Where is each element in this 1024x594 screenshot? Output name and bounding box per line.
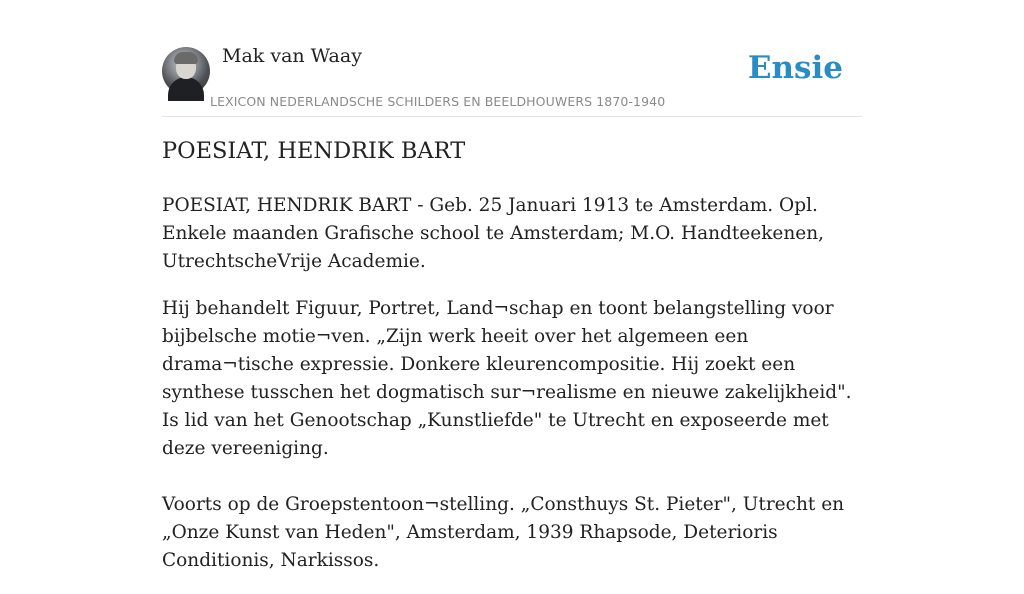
article-paragraph: Hij behandelt Figuur, Portret, Land¬schap en toont belangstelling voor bijbelsche motie¬ven. „Zijn werk heeit over het algemeen een drama¬tische expressie. Donkere kleurencompositie. Hij zoekt een synthese tusschen het dogmatisch sur¬realisme en nieuwe zakelijkheid". Is lid van het Genootschap „Kunstliefde" te Utrecht en exposeerde met deze vereeniging. [162,298,852,459]
author-name[interactable]: Mak van Waay [222,45,362,67]
avatar-portrait-body [168,77,204,101]
article-body [162,192,867,594]
ensie-logo[interactable]: Ensie [747,50,843,86]
page-title: POESIAT, HENDRIK BART [162,138,466,164]
article-paragraph: POESIAT, HENDRIK BART - Geb. 25 Januari 1913 te Amsterdam. Opl. Enkele maanden Grafische school te Amsterdam; M.O. Handteekenen, UtrechtscheVrije Academie. [162,195,825,272]
author-avatar[interactable] [162,47,210,95]
lexicon-source[interactable]: LEXICON NEDERLANDSCHE SCHILDERS EN BEELDHOUWERS 1870-1940 [210,94,666,109]
avatar-portrait-hair [174,52,198,64]
article-paragraph: Voorts op de Groepstentoon¬stelling. „Consthuys St. Pieter", Utrecht en „Onze Kunst van Heden", Amsterdam, 1939 Rhapsode, Deterioris Conditionis, Narkissos. [162,494,845,571]
header [162,0,862,117]
